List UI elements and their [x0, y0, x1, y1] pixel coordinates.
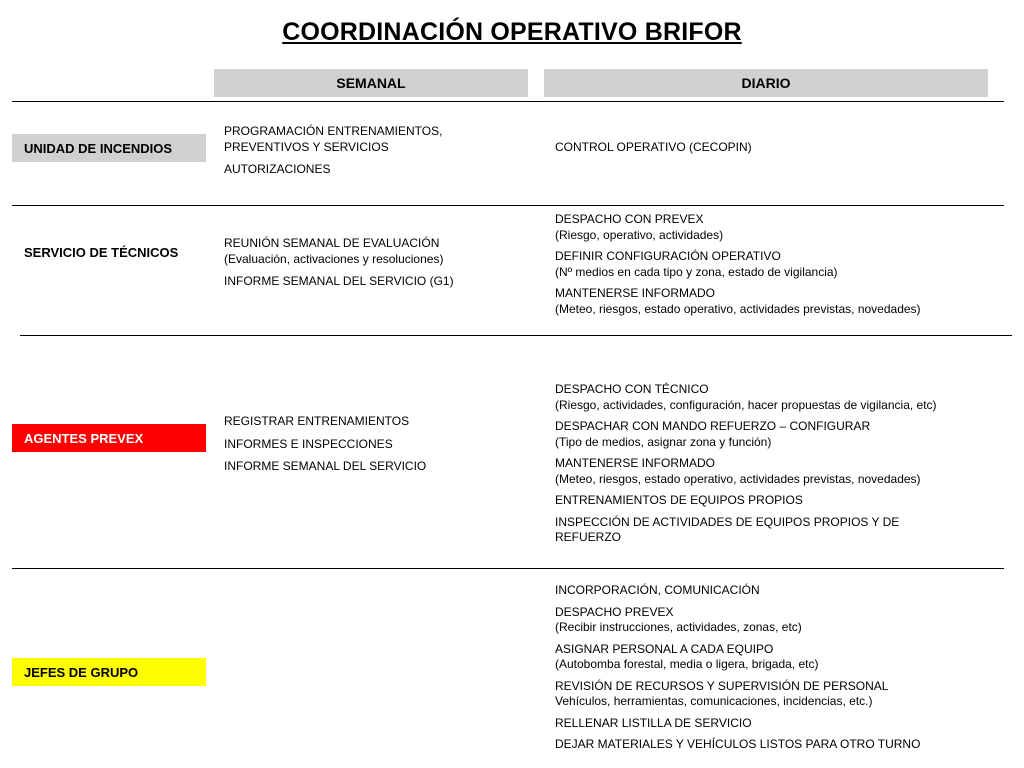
row-label-servicio-de-tecnicos: SERVICIO DE TÉCNICOS: [24, 244, 179, 260]
daily-item: [555, 212, 995, 243]
weekly-item: [224, 414, 534, 430]
item-line: MANTENERSE INFORMADO: [555, 456, 716, 470]
daily-item: [555, 515, 995, 546]
daily-item: [555, 286, 995, 317]
daily-item: [555, 249, 995, 280]
daily-item: [555, 737, 995, 753]
column-header-daily: DIARIO: [544, 69, 988, 97]
item-line: ASIGNAR PERSONAL A CADA EQUIPO: [555, 641, 774, 656]
daily-item: [555, 716, 995, 732]
item-line: PROGRAMACIÓN ENTRENAMIENTOS,: [224, 124, 443, 138]
daily-item: [555, 679, 995, 710]
daily-cell: [555, 583, 995, 753]
item-line: DESPACHO CON TÉCNICO: [555, 382, 709, 396]
item-line: (Recibir instrucciones, actividades, zonas, etc): [555, 620, 802, 634]
divider: [20, 335, 1012, 336]
daily-item: [555, 642, 995, 673]
item-line: (Evaluación, activaciones y resoluciones): [224, 251, 444, 266]
daily-cell: [555, 140, 995, 156]
item-line: DEFINIR CONFIGURACIÓN OPERATIVO: [555, 249, 781, 263]
row-label-agentes-prevex: AGENTES PREVEX: [12, 424, 206, 452]
item-line: PREVENTIVOS Y SERVICIOS: [224, 139, 389, 154]
item-line: REVISIÓN DE RECURSOS Y SUPERVISIÓN DE PERSONAL: [555, 678, 889, 693]
item-line: (Nº medios en cada tipo y zona, estado de vigilancia): [555, 264, 838, 279]
weekly-item: [224, 124, 534, 155]
item-line: DESPACHAR CON MANDO REFUERZO – CONFIGURAR: [555, 419, 871, 433]
daily-cell: [555, 212, 995, 317]
item-line: (Tipo de medios, asignar zona y función): [555, 434, 772, 449]
item-line: (Meteo, riesgos, estado operativo, actividades previstas, novedades): [555, 301, 921, 316]
row-label-unidad-de-incendios: UNIDAD DE INCENDIOS: [12, 134, 206, 162]
item-line: REGISTRAR ENTRENAMIENTOS: [224, 414, 410, 428]
item-line: INFORMES E INSPECCIONES: [224, 436, 393, 451]
item-line: (Meteo, riesgos, estado operativo, actividades previstas, novedades): [555, 471, 921, 486]
divider: [12, 101, 1004, 102]
item-line: AUTORIZACIONES: [224, 162, 331, 176]
item-line: REFUERZO: [555, 530, 621, 544]
weekly-item: [224, 459, 534, 475]
daily-cell: [555, 382, 995, 546]
item-line: INCORPORACIÓN, COMUNICACIÓN: [555, 583, 760, 597]
item-line: DESPACHO PREVEX: [555, 604, 674, 619]
item-line: (Riesgo, actividades, configuración, hacer propuestas de vigilancia, etc): [555, 397, 937, 412]
item-line: Vehículos, herramientas, comunicaciones, incidencias, etc.): [555, 694, 873, 708]
item-line: (Riesgo, operativo, actividades): [555, 227, 724, 242]
item-line: RELLENAR LISTILLA DE SERVICIO: [555, 715, 752, 730]
daily-item: [555, 382, 995, 413]
weekly-cell: [224, 124, 534, 178]
divider: [12, 568, 1004, 569]
weekly-item: [224, 274, 534, 290]
item-line: (Autobomba forestal, media o ligera, brigada, etc): [555, 657, 819, 671]
column-header-weekly: SEMANAL: [214, 69, 528, 97]
daily-item: [555, 493, 995, 509]
weekly-cell: [224, 414, 534, 475]
daily-item: [555, 419, 995, 450]
weekly-item: [224, 437, 534, 453]
daily-item: [555, 605, 995, 636]
weekly-item: [224, 236, 534, 267]
item-line: INFORME SEMANAL DEL SERVICIO: [224, 459, 427, 473]
daily-item: [555, 140, 995, 156]
weekly-item: [224, 162, 534, 178]
item-line: REUNIÓN SEMANAL DE EVALUACIÓN: [224, 236, 440, 250]
page-title: COORDINACIÓN OPERATIVO BRIFOR: [282, 18, 742, 46]
item-line: CONTROL OPERATIVO (CECOPIN): [555, 140, 752, 154]
item-line: INSPECCIÓN DE ACTIVIDADES DE EQUIPOS PROPIOS Y DE: [555, 514, 900, 529]
divider: [12, 205, 1004, 206]
item-line: MANTENERSE INFORMADO: [555, 286, 716, 300]
weekly-cell: [224, 236, 534, 290]
item-line: DEJAR MATERIALES Y VEHÍCULOS LISTOS PARA OTRO TURNO: [555, 737, 921, 751]
row-label-jefes-de-grupo: JEFES DE GRUPO: [12, 658, 206, 686]
item-line: INFORME SEMANAL DEL SERVICIO (G1): [224, 274, 454, 288]
item-line: ENTRENAMIENTOS DE EQUIPOS PROPIOS: [555, 493, 803, 507]
daily-item: [555, 456, 995, 487]
daily-item: [555, 583, 995, 599]
item-line: DESPACHO CON PREVEX: [555, 212, 704, 226]
